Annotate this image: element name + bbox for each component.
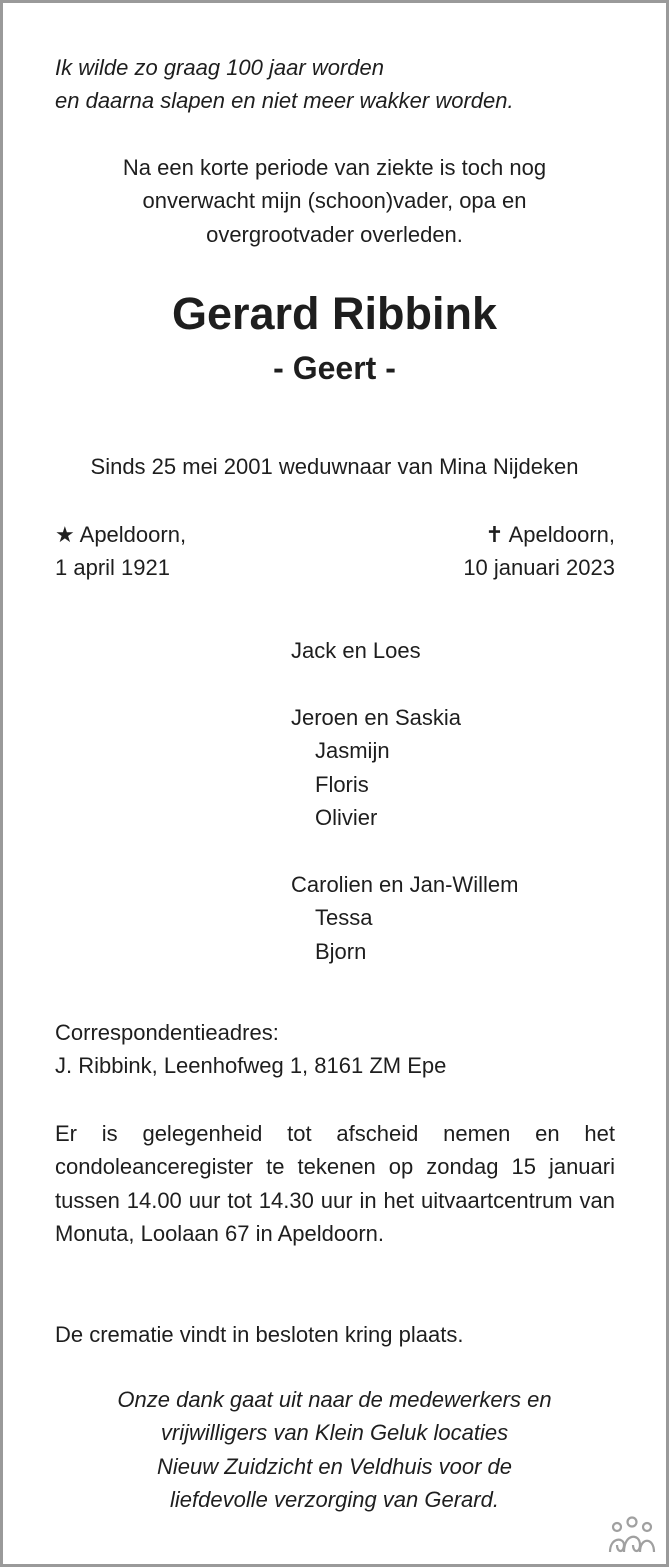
thanks-line: Onze dank gaat uit naar de medewerkers en [117, 1387, 552, 1412]
birth-death [55, 518, 615, 585]
correspondence-label: Correspondentieadres: [55, 1020, 279, 1045]
thanks-line: liefdevolle verzorging van Gerard. [170, 1487, 499, 1513]
thanks-line: Nieuw Zuidzicht en Veldhuis voor de [156, 1453, 513, 1479]
family-head: Jack en Loes [291, 638, 421, 663]
intro [30, 151, 639, 251]
motto-line: Ik wilde zo graag 100 jaar worden [55, 55, 384, 80]
grandchild: Jasmijn [315, 738, 390, 764]
intro-line: onverwacht mijn (schoon)vader, opa en [142, 188, 527, 214]
farewell-paragraph: Er is gelegenheid tot afscheid nemen en het condoleanceregister te tekenen op zondag 15 januari tussen 14.00 uur tot 14.30 uur in het uitvaartcentrum van Monuta, Loolaan 67 in Apeldoorn. [55, 1121, 615, 1247]
death-place: ✝ Apeldoorn, [485, 522, 615, 547]
motto-line: en daarna slapen en niet meer wakker worden. [55, 88, 514, 114]
deceased-name: Gerard Ribbink [171, 288, 498, 339]
death-date: 10 januari 2023 [463, 555, 615, 581]
grandchild: Floris [315, 771, 369, 797]
thanks-line: vrijwilligers van Klein Geluk locaties [160, 1420, 509, 1446]
grandchild: Olivier [315, 805, 378, 831]
people-group-icon [607, 1515, 657, 1555]
widower-line: Sinds 25 mei 2001 weduwnaar van Mina Nijdeken [90, 454, 579, 479]
intro-line: overgrootvader overleden. [206, 221, 463, 247]
nickname: - Geert - [273, 350, 396, 386]
intro-line: Na een korte periode van ziekte is toch nog [122, 155, 547, 180]
correspondence-address: J. Ribbink, Leenhofweg 1, 8161 ZM Epe [55, 1053, 447, 1079]
correspondence [55, 1016, 615, 1083]
cremation-note: De crematie vindt in besloten kring plaats. [55, 1322, 464, 1347]
birth-date: 1 april 1921 [55, 555, 170, 581]
star-icon: ★ [55, 522, 75, 547]
family-list [291, 634, 518, 968]
family-head: Jeroen en Saskia [291, 704, 461, 730]
thanks [30, 1383, 639, 1517]
cross-icon: ✝ [485, 522, 504, 547]
grandchild: Bjorn [315, 938, 367, 964]
birth-place: ★ Apeldoorn, [55, 522, 187, 547]
family-head: Carolien en Jan-Willem [291, 871, 519, 897]
grandchild: Tessa [315, 905, 373, 931]
motto [55, 51, 615, 118]
